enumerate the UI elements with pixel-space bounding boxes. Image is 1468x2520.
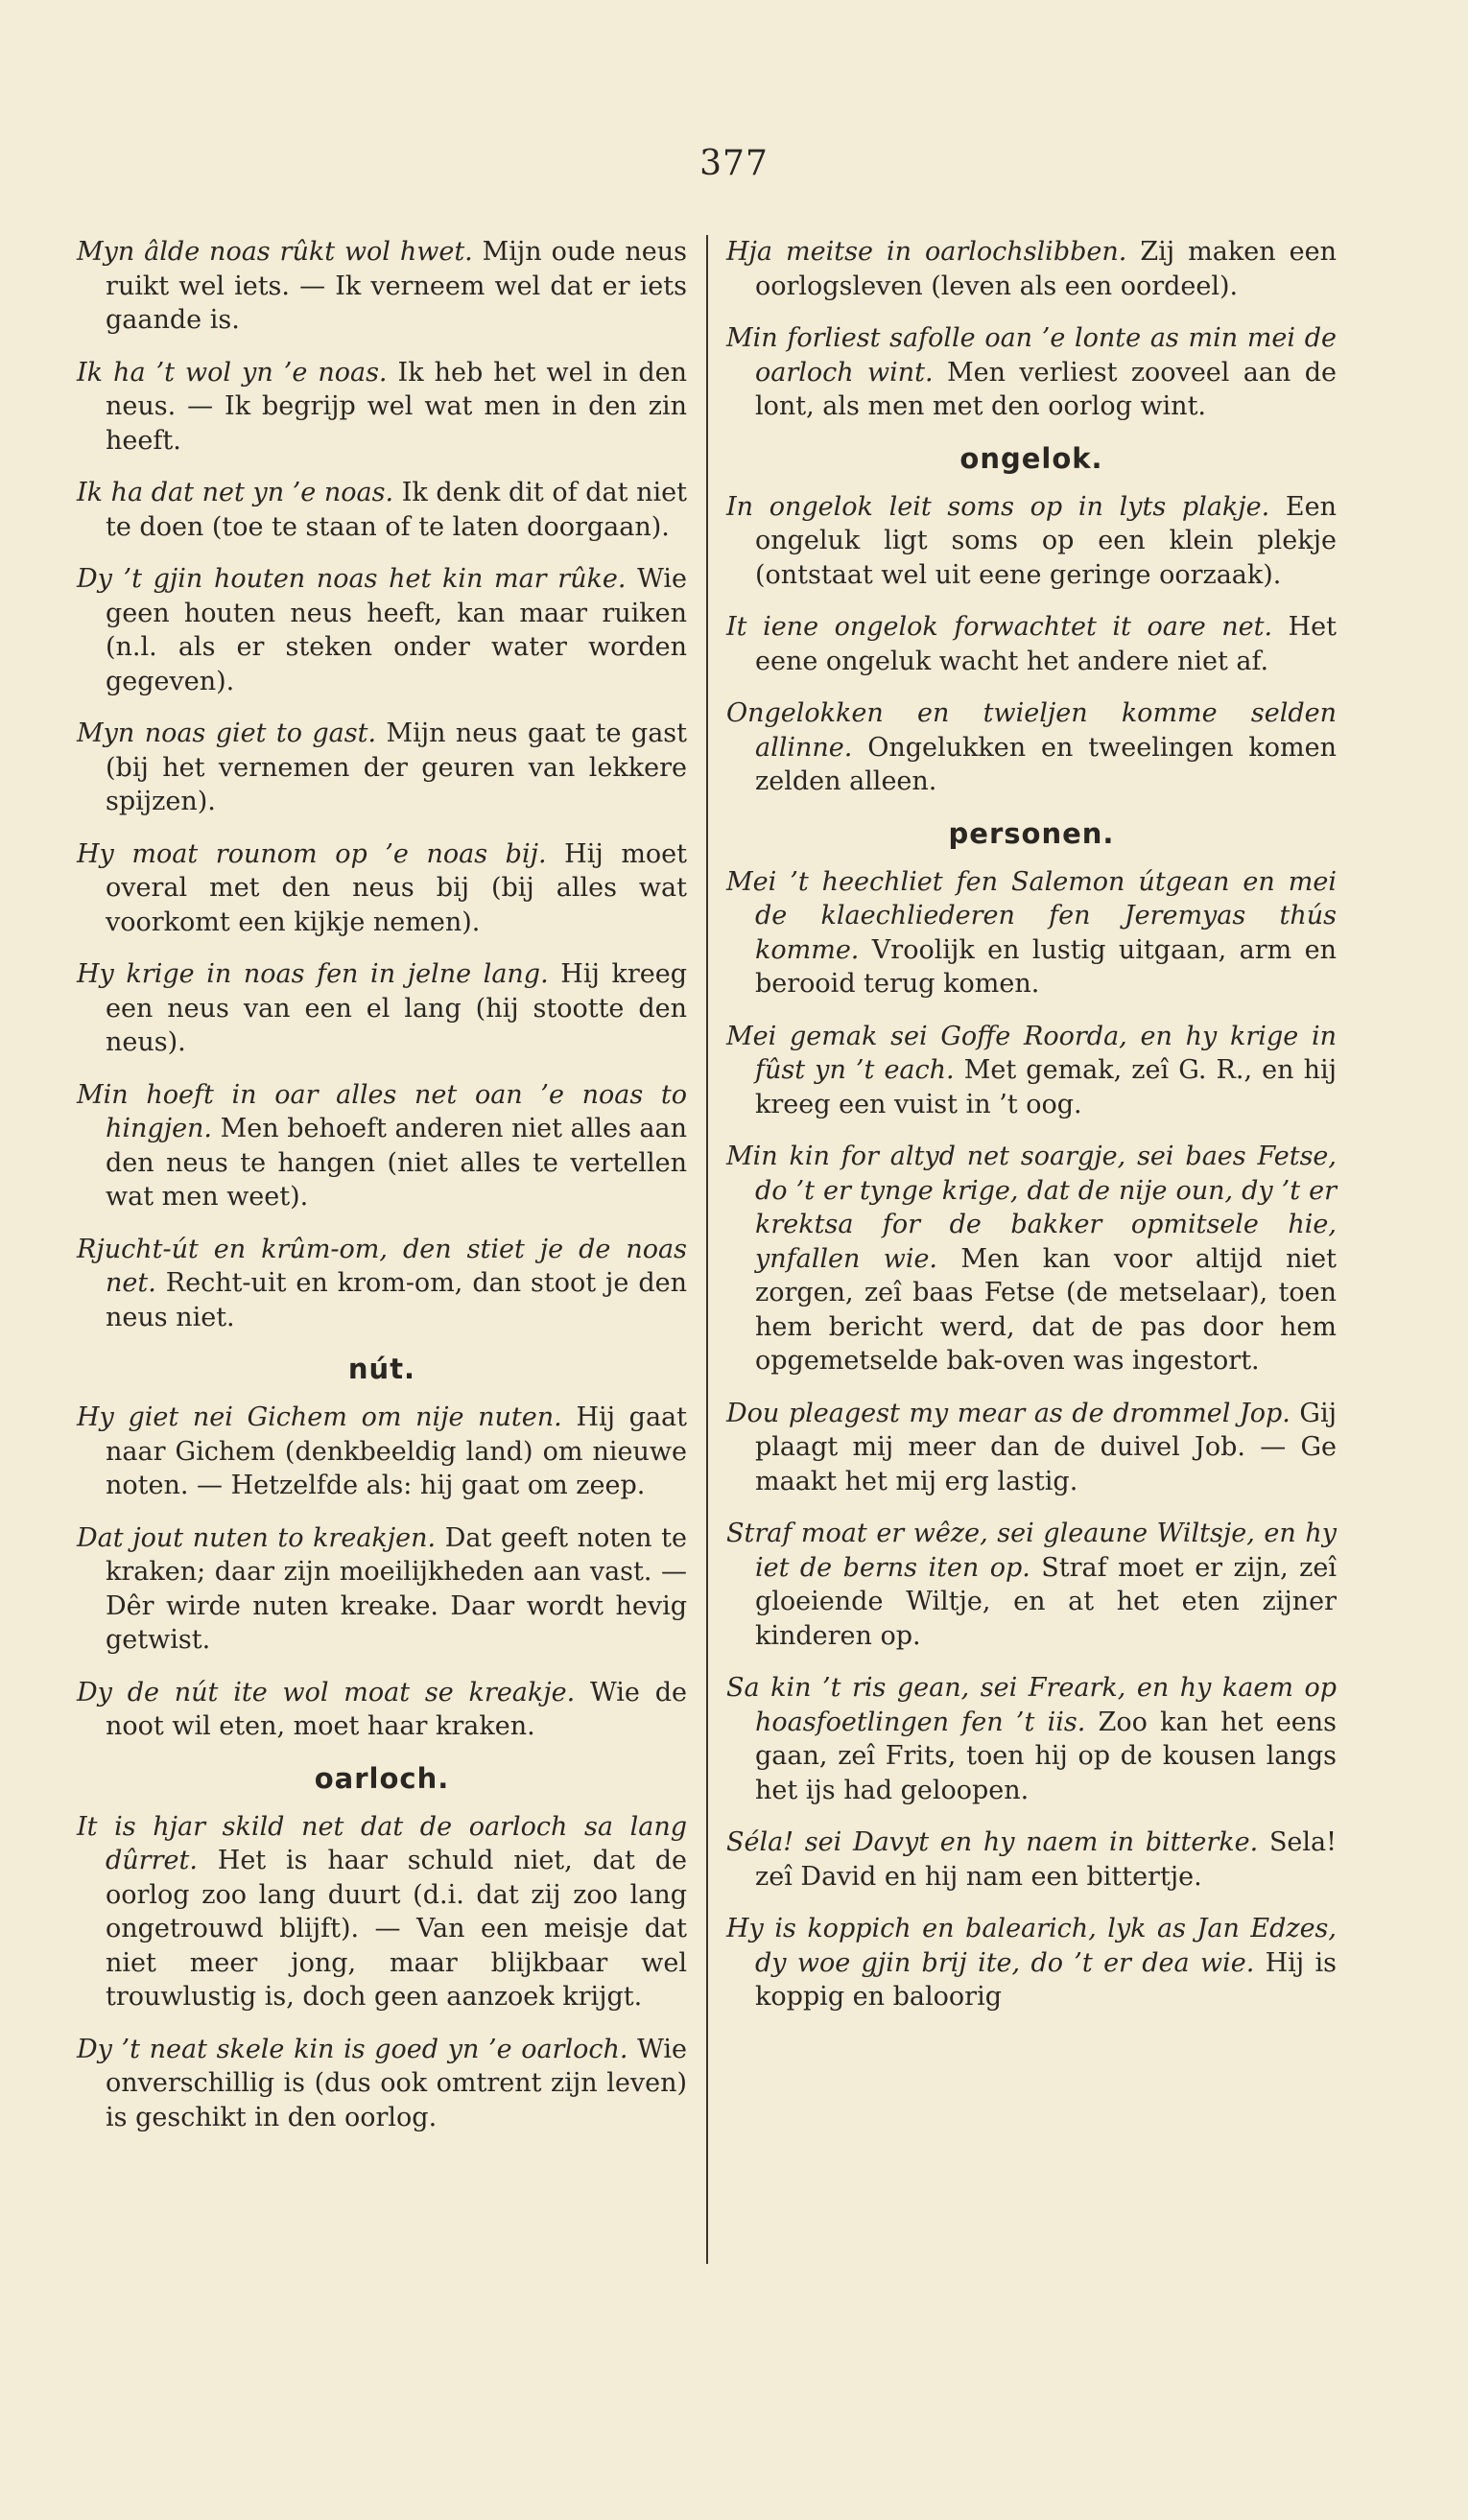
dutch-translation: Wie de noot wil eten, moet haar kraken.: [106, 1677, 687, 1741]
dutch-translation: Men kan voor altijd niet zorgen, zeî baas Fetse (de metselaar), toen hem bericht werd, dat de pas door hem opgemetselde bak-oven was ingestort.: [755, 1243, 1337, 1376]
frisian-proverb: Hy is koppich en balearich, lyk as Jan Edzes, dy woe gjin brij ite, do ’t er dea wie.: [726, 1914, 1337, 1978]
dutch-translation: Wie geen houten neus heeft, kan maar ruiken (n.l. als er steken onder water worden gegeven).: [106, 564, 687, 696]
proverb-entry: [77, 1401, 687, 1503]
proverb-entry: [726, 1825, 1337, 1894]
frisian-proverb: Dy de nút ite wol moat se kreakje.: [77, 1677, 576, 1707]
dutch-translation: Zij maken een oorlogsleven (leven als een oordeel).: [755, 237, 1337, 301]
proverb-entry: [726, 865, 1337, 1001]
left-column: [77, 235, 687, 2153]
proverb-entry: [77, 1676, 687, 1744]
entry-list: [77, 1401, 687, 1744]
frisian-proverb: Min kin for altyd net soargje, sei baes Fetse, do ’t er tynge krige, dat de nije oun, dy ’t er krektsa for de bakker opmitsele hie, ynfallen wie.: [726, 1142, 1337, 1274]
proverb-entry: [77, 717, 687, 819]
proverb-entry: [77, 476, 687, 544]
dutch-translation: Men behoeft anderen niet alles aan den neus te hangen (niet alles te vertellen wat men weet).: [106, 1114, 687, 1212]
frisian-proverb: Ongelokken en twieljen komme selden allinne.: [726, 698, 1337, 763]
frisian-proverb: Ik ha ’t wol yn ’e noas.: [77, 357, 388, 388]
dutch-translation: Hij is koppig en baloorig: [755, 1947, 1337, 2012]
frisian-proverb: Min forliest safolle oan ’e lonte as min mei de oarloch wint.: [726, 323, 1337, 388]
entry-list: [77, 235, 687, 1334]
dutch-translation: Met gemak, zeî G. R., en hij kreeg een vuist in ’t oog.: [755, 1055, 1337, 1119]
proverb-entry: [726, 696, 1337, 799]
dutch-translation: Straf moet er zijn, zeî gloeiende Wiltje, en at het eten zijner kinderen op.: [755, 1552, 1337, 1651]
dutch-translation: Wie onverschillig is (dus ook omtrent zijn leven) is geschikt in den oorlog.: [106, 2034, 687, 2132]
frisian-proverb: Ik ha dat net yn ’e noas.: [77, 478, 394, 507]
dutch-translation: Men verliest zooveel aan de lont, als men met den oorlog wint.: [755, 357, 1337, 421]
proverb-entry: [77, 1078, 687, 1214]
proverb-entry: [77, 2033, 687, 2135]
proverb-entry: [726, 1912, 1337, 2014]
proverb-entry: [77, 837, 687, 940]
frisian-proverb: Séla! sei Davyt en hy naem in bitterke.: [726, 1827, 1259, 1857]
proverb-entry: [726, 321, 1337, 424]
dutch-translation: Recht-uit en krom-om, dan stoot je den neus niet.: [106, 1268, 687, 1332]
section-heading-ongelok: ongelok.: [959, 441, 1103, 475]
frisian-proverb: Hy moat rounom op ’e noas bij.: [77, 838, 547, 869]
frisian-proverb: Dy ’t gjin houten noas het kin mar rûke.: [77, 564, 627, 594]
section-heading-personen: personen.: [948, 816, 1115, 850]
proverb-entry: [726, 1671, 1337, 1807]
column-divider: [706, 235, 708, 2264]
dutch-translation: Mijn neus gaat te gast (bij het vernemen der geuren van lekkere spijzen).: [106, 718, 687, 816]
proverb-entry: [726, 1020, 1337, 1122]
dutch-translation: Ongelukken en tweelingen komen zelden alleen.: [755, 732, 1337, 796]
proverb-entry: [77, 562, 687, 698]
proverb-entry: [77, 1810, 687, 2014]
entry-list: [77, 1810, 687, 2135]
frisian-proverb: In ongelok leit soms op in lyts plakje.: [726, 491, 1270, 522]
frisian-proverb: Dou pleagest my mear as de drommel Jop.: [726, 1398, 1290, 1428]
dutch-translation: Hij kreeg een neus van een el lang (hij stootte den neus).: [106, 959, 687, 1057]
proverb-entry: [726, 1140, 1337, 1378]
dutch-translation: Een ongeluk ligt soms op een klein plekje (ontstaat wel uit eene geringe oorzaak).: [755, 491, 1337, 590]
frisian-proverb: Sa kin ’t ris gean, sei Freark, en hy kaem op hoasfoetlingen fen ’t iis.: [726, 1673, 1337, 1737]
frisian-proverb: Mei gemak sei Goffe Roorda, en hy krige in fûst yn ’t each.: [726, 1021, 1337, 1085]
dutch-translation: Hij moet overal met den neus bij (bij alles wat voorkomt een kijkje nemen).: [106, 838, 688, 937]
frisian-proverb: Dat jout nuten to kreakjen.: [77, 1522, 437, 1553]
dutch-translation: Dat geeft noten te kraken; daar zijn moeilijkheden aan vast. — Dêr wirde nuten kreake. Daar wordt hevig getwist.: [106, 1522, 688, 1655]
proverb-entry: [77, 957, 687, 1060]
proverb-entry: [77, 356, 687, 459]
proverb-entry: [726, 1397, 1337, 1499]
dutch-translation: Zoo kan het eens gaan, zeî Frits, toen hij op de kousen langs het ijs had geloopen.: [755, 1707, 1337, 1805]
frisian-proverb: It is hjar skild net dat de oarloch sa lang dûrret.: [77, 1811, 687, 1875]
entry-list: [726, 490, 1337, 799]
frisian-proverb: Hja meitse in oarlochslibben.: [726, 237, 1127, 267]
frisian-proverb: Min hoeft in oar alles net oan ’e noas to hingjen.: [77, 1079, 687, 1143]
section-heading-nut: nút.: [347, 1353, 416, 1385]
entry-list: [726, 235, 1337, 424]
proverb-entry: [77, 235, 687, 338]
frisian-proverb: Mei ’t heechliet fen Salemon útgean en mei de klaechliederen fen Jeremyas thús komme.: [726, 866, 1337, 965]
entry-list: [726, 865, 1337, 2014]
dutch-translation: Hij gaat naar Gichem (denkbeeldig land) om nieuwe noten. — Hetzelfde als: hij gaat om zeep.: [106, 1402, 687, 1500]
dutch-translation: Ik denk dit of dat niet te doen (toe te staan of te laten doorgaan).: [106, 478, 687, 542]
dutch-translation: Gij plaagt mij meer dan de duivel Job. — Ge maakt het mij erg lastig.: [755, 1398, 1337, 1496]
frisian-proverb: It iene ongelok forwachtet it oare net.: [726, 612, 1273, 642]
dutch-translation: Het eene ongeluk wacht het andere niet af.: [755, 612, 1337, 676]
proverb-entry: [726, 610, 1337, 678]
proverb-entry: [77, 1521, 687, 1658]
frisian-proverb: Rjucht-út en krûm-om, den stiet je de noas net.: [77, 1234, 687, 1298]
section-heading-oarloch: oarloch.: [314, 1761, 450, 1795]
proverb-entry: [726, 1517, 1337, 1653]
frisian-proverb: Dy ’t neat skele kin is goed yn ’e oarloch.: [77, 2034, 628, 2064]
proverb-entry: [77, 1233, 687, 1335]
frisian-proverb: Myn noas giet to gast.: [77, 718, 377, 748]
frisian-proverb: Myn âlde noas rûkt wol hwet.: [77, 237, 473, 267]
proverb-entry: [726, 490, 1337, 593]
dutch-translation: Vroolijk en lustig uitgaan, arm en berooid terug komen.: [755, 934, 1337, 999]
dutch-translation: Sela! zeî David en hij nam een bittertje.: [755, 1827, 1337, 1892]
frisian-proverb: Hy giet nei Gichem om nije nuten.: [77, 1402, 562, 1432]
right-column: [726, 235, 1337, 2033]
frisian-proverb: Hy krige in noas fen in jelne lang.: [77, 959, 549, 989]
frisian-proverb: Straf moat er wêze, sei gleaune Wiltsje, en hy iet de berns iten op.: [726, 1519, 1337, 1583]
dutch-translation: Het is haar schuld niet, dat de oorlog zoo lang duurt (d.i. dat zij zoo lang ongetrouwd blijft). — Van een meisje dat niet meer jong, maar blijkbaar wel trouwlustig is, doch geen aanzoek krijgt.: [106, 1846, 687, 2012]
proverb-entry: [726, 235, 1337, 303]
dutch-translation: Mijn oude neus ruikt wel iets. — Ik verneem wel dat er iets gaande is.: [106, 237, 687, 335]
dutch-translation: Ik heb het wel in den neus. — Ik begrijp wel wat men in den zin heeft.: [106, 357, 687, 456]
page-number: 377: [699, 144, 769, 183]
